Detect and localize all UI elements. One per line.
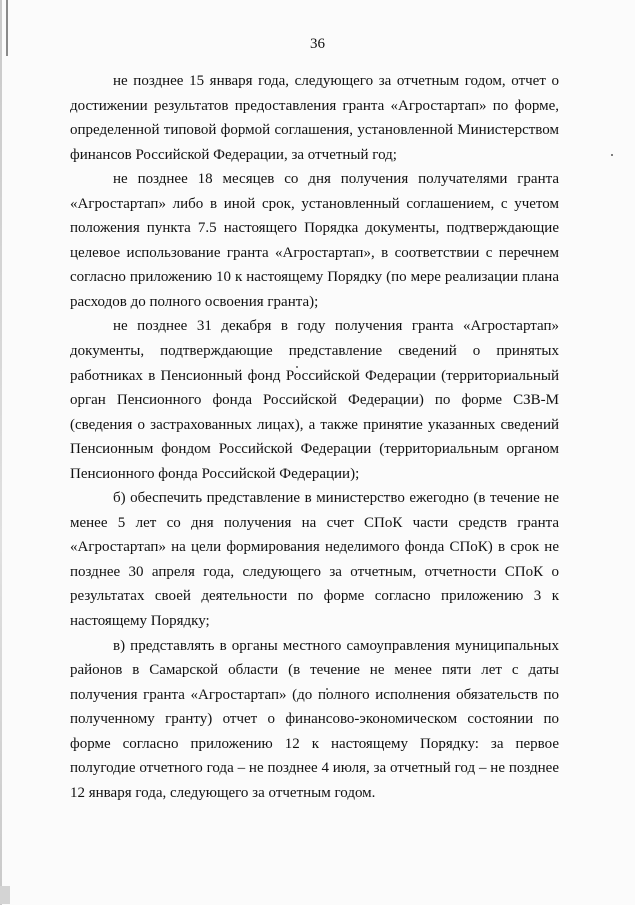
paragraph-pension-fund-documents: не позднее 31 декабря в году получения гранта «Агростартап» документы, подтверждающие представление сведений о принятых работниках в Пенсионный фонд Российской Федерации (территориальный орган Пенсионного фонда Российской Федерации) по форме СЗВ-М (сведения о застрахованных лицах), а также принятие указанных сведений Пенсионным фондом Российской Федерации (территориальным органом Пенсионного фонда Российской Федерации); bbox=[70, 318, 559, 482]
paragraph-item-b: б) обеспечить представление в министерство ежегодно (в течение не менее 5 лет со дня получения на счет СПоК части средств гранта «Агростартап» на цели формирования неделимого фонда СПоК) в срок не позднее 30 апреля года, следующего за отчетным, отчетности СПоК о результатах своей деятельности по форме согласно приложению 3 к настоящему Порядку; bbox=[70, 490, 559, 630]
paragraph-targeted-use-documents: не позднее 18 месяцев со дня получения получателями гранта «Агростартап» либо в иной срок, установленный соглашением, с учетом положения пункта 7.5 настоящего Порядка документы, подтверждающие целевое использование гранта «Агростартап», в соответствии с перечнем согласно приложению 10 к настоящему Порядку (по мере реализации плана расходов до полного освоения гранта); bbox=[70, 171, 559, 310]
page-number: 36 bbox=[310, 36, 325, 52]
scan-speck bbox=[611, 154, 613, 156]
document-body bbox=[70, 69, 559, 805]
paragraph-report-deadline: не позднее 15 января года, следующего за отчетным годом, отчет о достижении результатов предоставления гранта «Агростартап» по форме, определенной типовой формой соглашения, установленной Министерством финансов Российской Федерации, за отчетный год; bbox=[70, 73, 559, 163]
scan-artifact-corner bbox=[0, 886, 10, 904]
paragraph-item-v: в) представлять в органы местного самоуправления муниципальных районов в Самарской области (в течение не менее пяти лет с даты получения гранта «Агростартап» (до полного исполнения обязательств по полученному гранту) отчет о финансово-экономическом состоянии по форме согласно приложению 12 к настоящему Порядку: за первое полугодие отчетного года – не позднее 4 июля, за отчетный год – не позднее 12 января года, следующего за отчетным годом. bbox=[70, 637, 559, 801]
scan-edge bbox=[0, 0, 2, 905]
